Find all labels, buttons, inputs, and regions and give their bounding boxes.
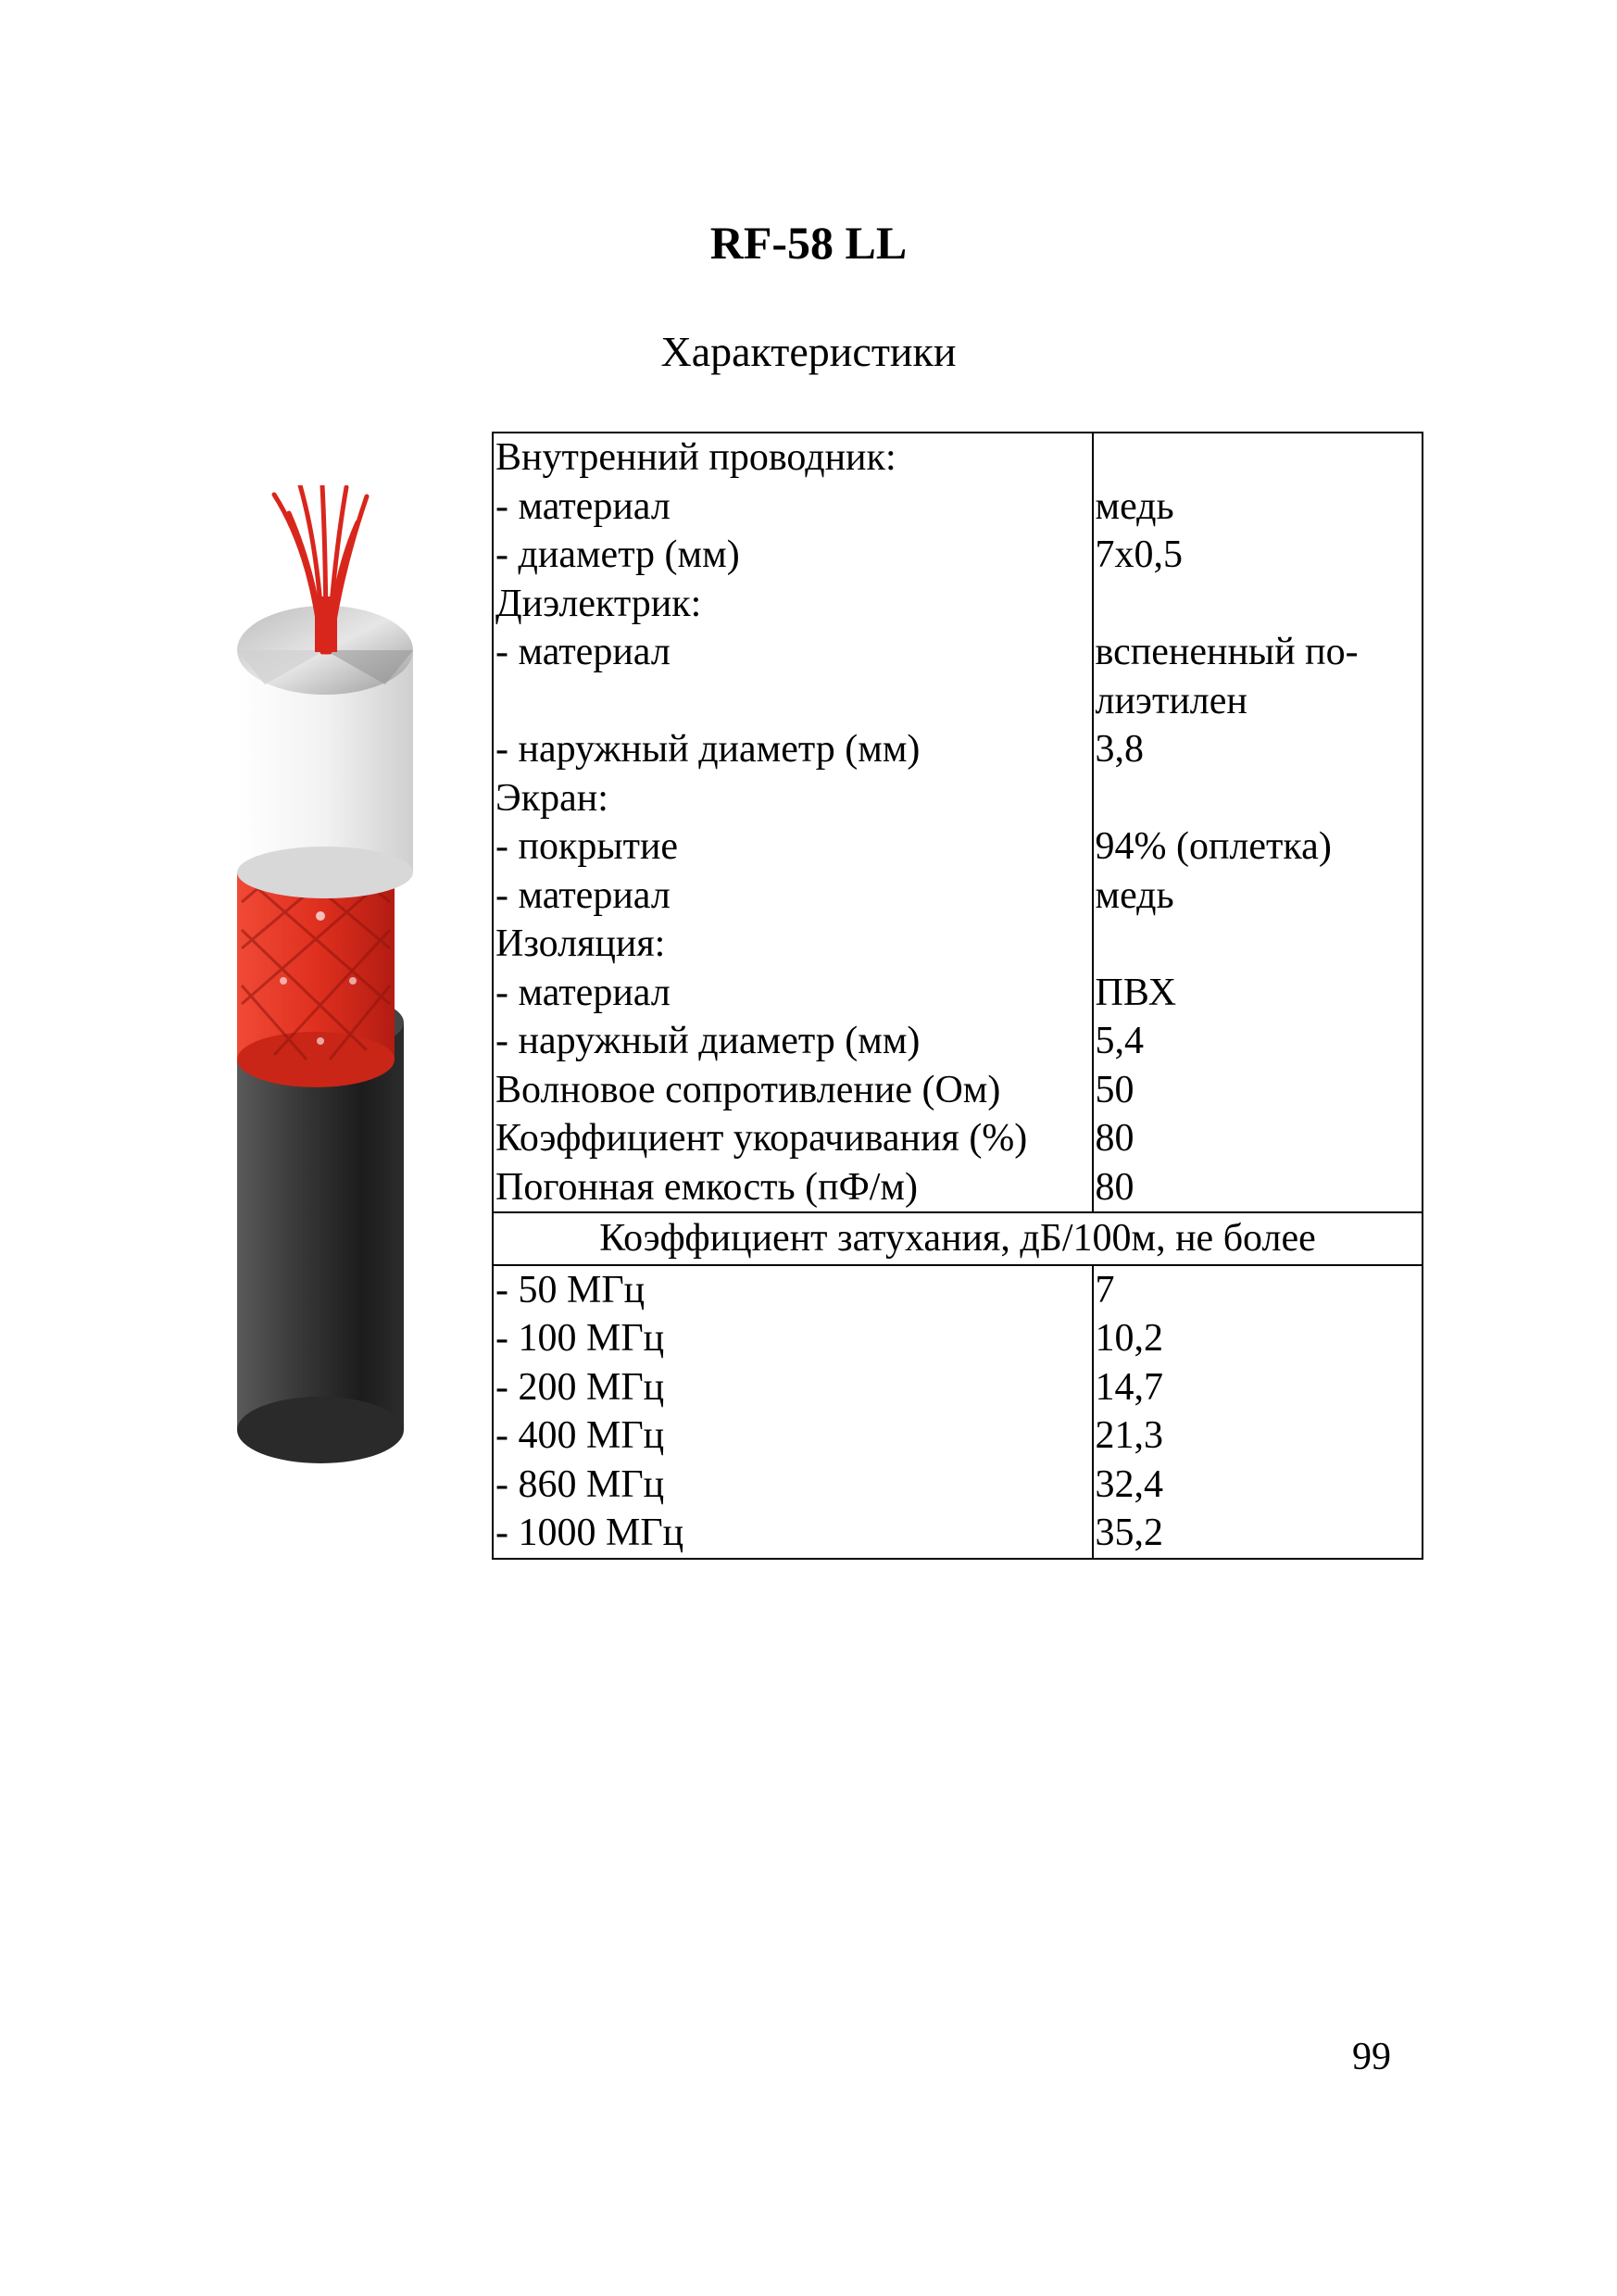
row-value: 7x0,5 bbox=[1095, 533, 1183, 576]
table-row bbox=[493, 1163, 1423, 1213]
table-row bbox=[493, 433, 1423, 483]
table-row bbox=[493, 580, 1423, 629]
row-label: Диэлектрик: bbox=[493, 580, 1093, 629]
page-number: 99 bbox=[1352, 2036, 1391, 2078]
specifications-table bbox=[492, 432, 1423, 1560]
row-label: - материал bbox=[493, 969, 1093, 1018]
row-value: 50 bbox=[1095, 1068, 1134, 1111]
section-subtitle: Характеристики bbox=[660, 328, 957, 375]
attenuation-value: 14,7 bbox=[1095, 1365, 1163, 1409]
row-value bbox=[1093, 433, 1423, 483]
row-value: 94% (оплетка) bbox=[1095, 825, 1332, 868]
table-row bbox=[493, 1509, 1423, 1559]
coaxial-cable-illustration bbox=[219, 485, 432, 1486]
table-row bbox=[493, 1411, 1423, 1461]
frequency-label: - 400 МГц bbox=[493, 1411, 1093, 1461]
frequency-label: - 860 МГц bbox=[493, 1461, 1093, 1510]
attenuation-header-row bbox=[493, 1212, 1423, 1265]
table-row bbox=[493, 920, 1423, 969]
table-row bbox=[493, 1265, 1423, 1315]
table-row bbox=[493, 774, 1423, 823]
table-row bbox=[493, 1314, 1423, 1363]
table-row bbox=[493, 822, 1423, 872]
row-label: Внутренний проводник: bbox=[493, 433, 1093, 483]
row-value bbox=[1093, 920, 1423, 969]
row-label: Волновое сопротивление (Ом) bbox=[493, 1066, 1093, 1115]
table-row bbox=[493, 483, 1423, 532]
row-label: Погонная емкость (пФ/м) bbox=[493, 1163, 1093, 1213]
table-row bbox=[493, 1017, 1423, 1066]
frequency-label: - 200 МГц bbox=[493, 1363, 1093, 1412]
row-value: вспененный по-лиэтилен bbox=[1095, 631, 1359, 722]
frequency-label: - 1000 МГц bbox=[493, 1509, 1093, 1559]
row-label: - наружный диаметр (мм) bbox=[493, 725, 1093, 774]
row-value: 3,8 bbox=[1095, 728, 1144, 771]
row-label: - материал bbox=[493, 872, 1093, 921]
table-row bbox=[493, 969, 1423, 1018]
table-row bbox=[493, 628, 1423, 725]
table-row bbox=[493, 1066, 1423, 1115]
row-label: - наружный диаметр (мм) bbox=[493, 1017, 1093, 1066]
row-label: - диаметр (мм) bbox=[493, 531, 1093, 580]
row-label: Экран: bbox=[493, 774, 1093, 823]
table-row bbox=[493, 1114, 1423, 1163]
table-row bbox=[493, 725, 1423, 774]
row-value: 80 bbox=[1095, 1117, 1134, 1160]
row-value bbox=[1093, 774, 1423, 823]
frequency-label: - 100 МГц bbox=[493, 1314, 1093, 1363]
row-value bbox=[1093, 580, 1423, 629]
row-label: - покрытие bbox=[493, 822, 1093, 872]
row-label: - материал bbox=[493, 483, 1093, 532]
attenuation-value: 10,2 bbox=[1095, 1317, 1163, 1360]
table-row bbox=[493, 531, 1423, 580]
attenuation-header: Коэффициент затухания, дБ/100м, не более bbox=[493, 1212, 1423, 1265]
row-label: - материал bbox=[493, 628, 1093, 725]
attenuation-value: 7 bbox=[1093, 1265, 1423, 1315]
attenuation-value: 21,3 bbox=[1095, 1414, 1163, 1457]
row-label: Изоляция: bbox=[493, 920, 1093, 969]
table-row bbox=[493, 872, 1423, 921]
row-value: медь bbox=[1095, 873, 1174, 917]
row-value: 5,4 bbox=[1095, 1020, 1144, 1062]
row-value: 80 bbox=[1095, 1165, 1134, 1209]
attenuation-value: 35,2 bbox=[1095, 1512, 1163, 1554]
page-title: RF-58 LL bbox=[709, 217, 908, 269]
row-value: ПВХ bbox=[1095, 971, 1177, 1014]
row-value: медь bbox=[1095, 484, 1174, 528]
table-row bbox=[493, 1363, 1423, 1412]
table-row bbox=[493, 1461, 1423, 1510]
attenuation-value: 32,4 bbox=[1095, 1462, 1163, 1506]
frequency-label: - 50 МГц bbox=[493, 1265, 1093, 1315]
row-label: Коэффициент укорачивания (%) bbox=[493, 1114, 1093, 1163]
